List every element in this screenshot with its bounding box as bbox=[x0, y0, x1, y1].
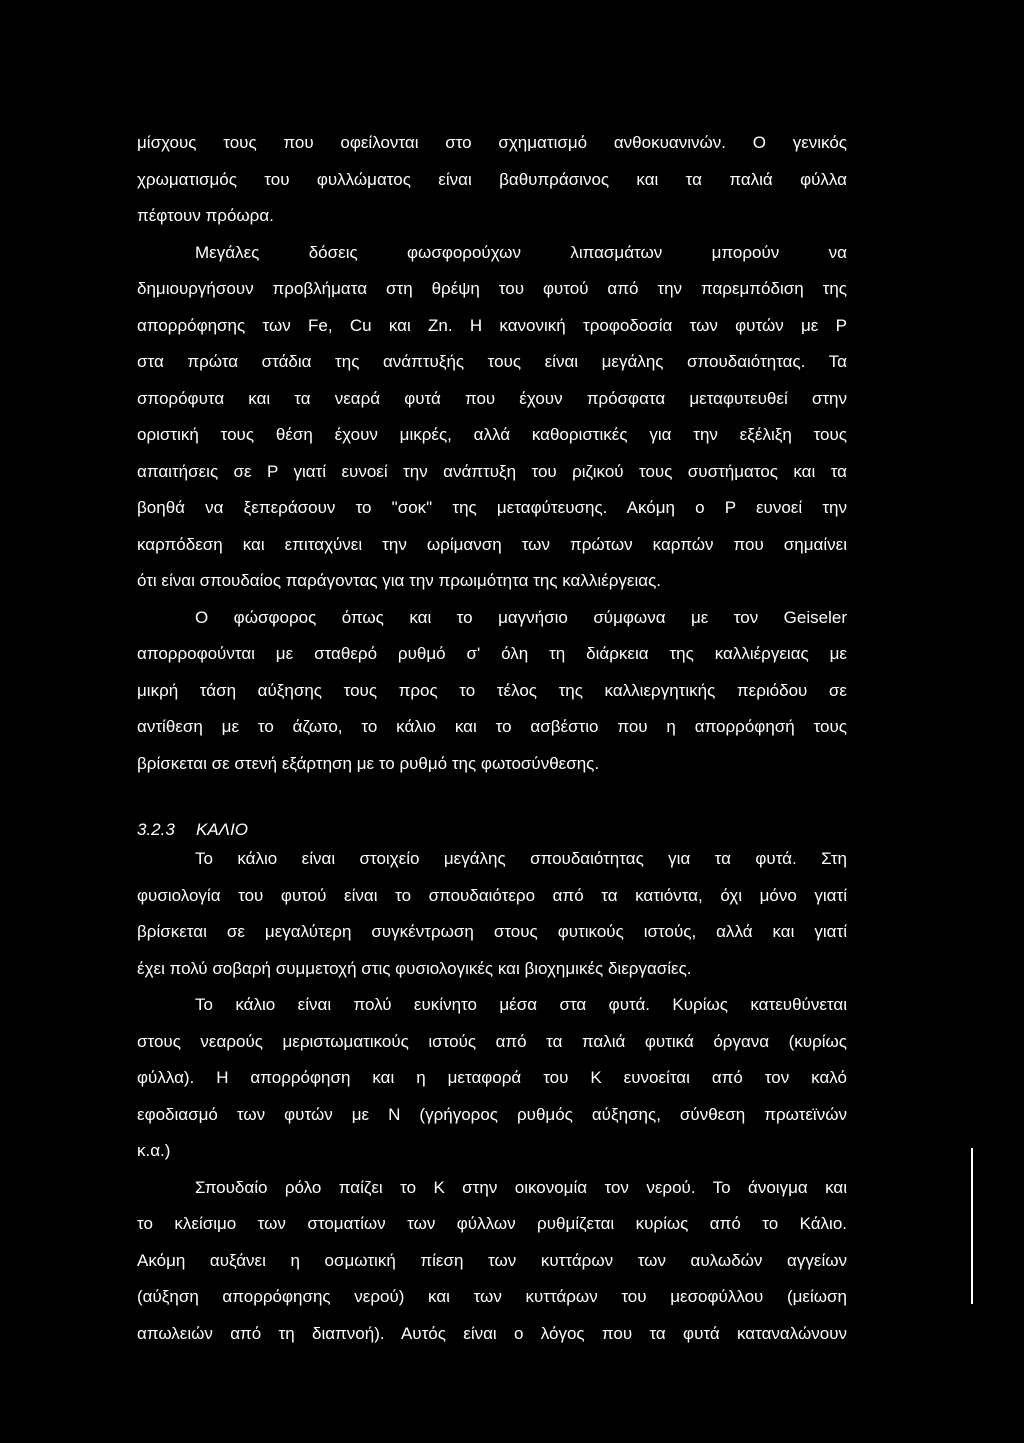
text-line: Το κάλιο είναι στοιχείο μεγάλης σπουδαιότητας για τα φυτά. Στη bbox=[195, 849, 847, 868]
section-number: 3.2.3 bbox=[137, 820, 175, 839]
scan-edge-mark bbox=[971, 1148, 973, 1304]
paragraph-block-potassium bbox=[137, 841, 847, 1352]
text-line: απωλειών από τη διαπνοή). Αυτός είναι ο λόγος που τα φυτά καταναλώνουν bbox=[137, 1323, 847, 1343]
text-line: Ακόμη αυξάνει η οσμωτική πίεση των κυττάρων των αυλωδών αγγείων bbox=[137, 1250, 847, 1270]
text-line: αντίθεση με το άζωτο, το κάλιο και το ασβέστιο που η απορρόφησή τους bbox=[137, 717, 847, 736]
text-line: καρπόδεση και επιταχύνει την ωρίμανση των πρώτων καρπών που σημαίνει bbox=[137, 534, 847, 554]
text-line: χρωματισμός του φυλλώματος είναι βαθυπράσινος και τα παλιά φύλλα bbox=[137, 169, 847, 189]
text-line: βοηθά να ξεπεράσουν το "σοκ" της μεταφύτευσης. Ακόμη ο Ρ ευνοεί την bbox=[137, 498, 847, 517]
text-line: Ο φώσφορος όπως και το μαγνήσιο σύμφωνα με τον Geiseler bbox=[195, 607, 847, 627]
text-line: (αύξηση απορρόφησης νερού) και των κυττάρων του μεσοφύλλου (μείωση bbox=[137, 1287, 847, 1306]
text-line: δημιουργήσουν προβλήματα στη θρέψη του φυτού από την παρεμπόδιση της bbox=[137, 279, 847, 298]
text-line: εφοδιασμό των φυτών με Ν (γρήγορος ρυθμός αύξησης, σύνθεση πρωτεϊνών bbox=[137, 1104, 847, 1124]
text-line: σπορόφυτα και τα νεαρά φυτά που έχουν πρόσφατα μεταφυτευθεί στην bbox=[137, 388, 847, 408]
text-line: μικρή τάση αύξησης τους προς το τέλος της καλλιεργητικής περιόδου σε bbox=[137, 680, 847, 700]
text-line: στους νεαρούς μεριστωματικούς ιστούς από τα παλιά φυτικά όργανα (κυρίως bbox=[137, 1031, 847, 1051]
text-line: φύλλα). Η απορρόφηση και η μεταφορά του Κ ευνοείται από τον καλό bbox=[137, 1068, 847, 1087]
text-line: έχει πολύ σοβαρή συμμετοχή στις φυσιολογικές και βιοχημικές διεργασίες. bbox=[137, 958, 692, 978]
text-line: απαιτήσεις σε Ρ γιατί ευνοεί την ανάπτυξη του ριζικού τους συστήματος και τα bbox=[137, 461, 847, 481]
text-line: κ.α.) bbox=[137, 1141, 171, 1160]
text-line: το κλείσιμο των στοματίων των φύλλων ρυθμίζεται κυρίως από το Κάλιο. bbox=[137, 1214, 847, 1233]
text-line: Το κάλιο είναι πολύ ευκίνητο μέσα στα φυτά. Κυρίως κατευθύνεται bbox=[195, 995, 847, 1014]
text-line: ότι είναι σπουδαίος παράγοντας για την πρωιμότητα της καλλιέργειας. bbox=[137, 571, 661, 590]
text-line: Μεγάλες δόσεις φωσφορούχων λιπασμάτων μπορούν να bbox=[195, 242, 847, 262]
text-line: βρίσκεται σε στενή εξάρτηση με το ρυθμό της φωτοσύνθεσης. bbox=[137, 753, 600, 773]
text-line: οριστική τους θέση έχουν μικρές, αλλά καθοριστικές για την εξέλιξη τους bbox=[137, 425, 847, 444]
section-title: ΚΑΛΙΟ bbox=[196, 820, 248, 839]
text-line: πέφτουν πρόωρα. bbox=[137, 206, 274, 225]
text-line: φυσιολογία του φυτού είναι το σπουδαιότερο από τα κατιόντα, όχι μόνο γιατί bbox=[137, 885, 847, 905]
text-line: βρίσκεται σε μεγαλύτερη συγκέντρωση στους φυτικούς ιστούς, αλλά και γιατί bbox=[137, 922, 847, 941]
paragraph-block-phosphorus bbox=[137, 125, 847, 782]
text-line: απορρόφησης των Fe, Cu και Zn. Η κανονική τροφοδοσία των φυτών με Ρ bbox=[137, 315, 847, 335]
text-line: Σπουδαίο ρόλο παίζει το Κ στην οικονομία τον νερού. Το άνοιγμα και bbox=[195, 1177, 847, 1197]
text-line: στα πρώτα στάδια της ανάπτυξής τους είναι μεγάλης σπουδαιότητας. Τα bbox=[137, 352, 847, 371]
text-line: απορροφούνται με σταθερό ρυθμό σ' όλη τη διάρκεια της καλλιέργειας με bbox=[137, 644, 847, 663]
text-line: μίσχους τους που οφείλονται στο σχηματισμό ανθοκυανινών. Ο γενικός bbox=[137, 133, 847, 152]
